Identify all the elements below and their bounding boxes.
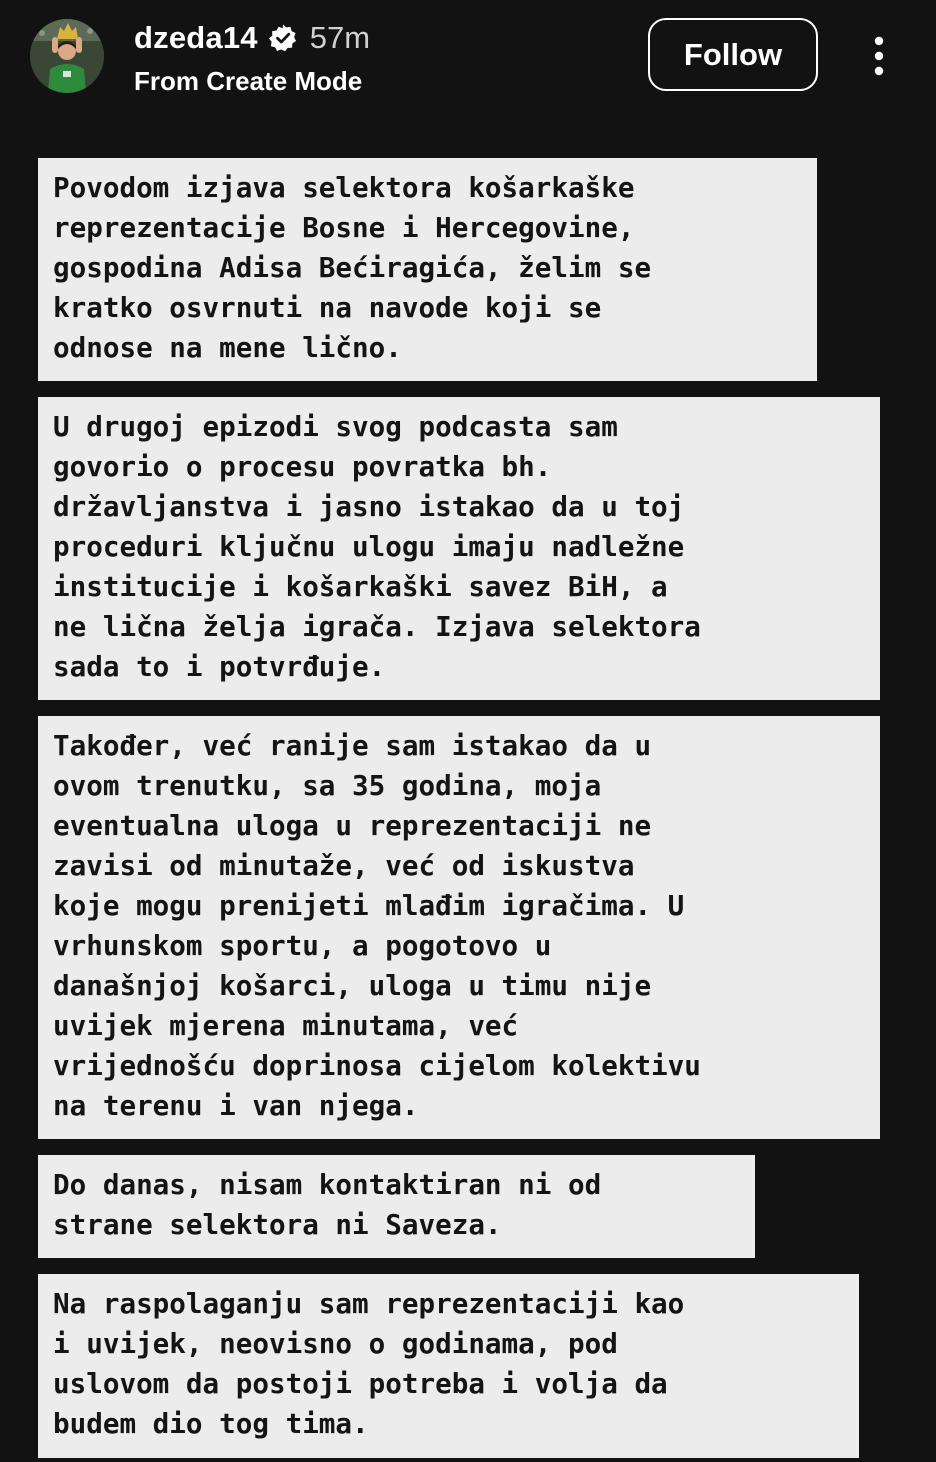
profile-photo-icon <box>30 19 104 93</box>
story-text-block-4: Do danas, nisam kontaktiran ni od strane selektora ni Saveza. <box>38 1155 755 1258</box>
avatar[interactable] <box>30 19 104 93</box>
story-header <box>0 0 936 120</box>
username[interactable]: dzeda14 <box>134 20 258 55</box>
more-vertical-icon[interactable] <box>862 34 896 78</box>
story-text-block-3: Također, već ranije sam istakao da u ovom trenutku, sa 35 godina, moja eventualna uloga u reprezentaciji ne zavisi od minutaže, već od iskustva koje mogu prenijeti mlađim igračima. U vrhunskom sportu, a pogotovo u današnjoj košarci, uloga u timu nije uvijek mjerena minutama, već vrijednošću doprinosa cijelom kolektivu na terenu i van njega. <box>38 716 880 1139</box>
username-row <box>134 18 370 58</box>
story-text-block-1: Povodom izjava selektora košarkaške reprezentacije Bosne i Hercegovine, gospodina Adisa Bećiragića, želim se kratko osvrnuti na navode koji se odnose na mene lično. <box>38 158 817 381</box>
verified-badge-icon <box>268 23 298 53</box>
subtitle[interactable]: From Create Mode <box>134 66 363 96</box>
follow-button[interactable]: Follow <box>648 18 818 91</box>
story-text-block-2: U drugoj epizodi svog podcasta sam govorio o procesu povratka bh. državljanstva i jasno istakao da u toj proceduri ključnu ulogu imaju nadležne institucije i košarkaški savez BiH, a ne lična želja igrača. Izjava selektora sada to i potvrđuje. <box>38 397 880 700</box>
story-text-block-5: Na raspolaganju sam reprezentaciji kao i uvijek, neovisno o godinama, pod uslovom da postoji potreba i volja da budem dio tog tima. <box>38 1274 859 1458</box>
timestamp: 57m <box>309 20 371 55</box>
